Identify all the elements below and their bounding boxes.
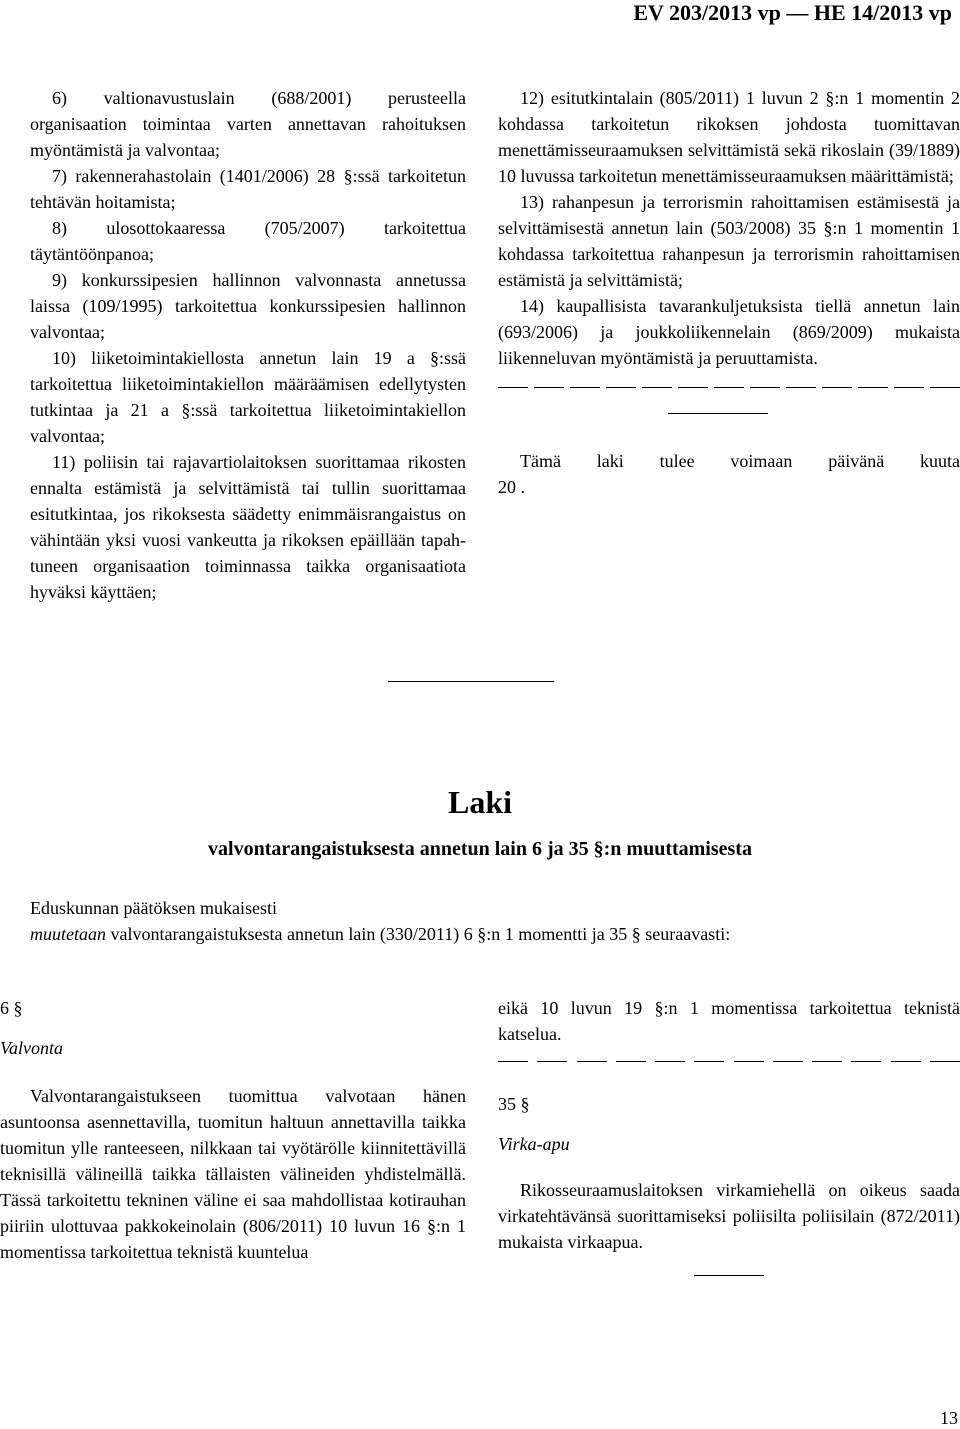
list-item: 12) esitutkintalain (805/2011) 1 luvun 2 §:n 1 momentin 2 kohdassa tarkoitetun rikoksen johdosta tuomittavan menettämisseuraamuksen selvittämistä sekä rikoslain (39/1889) 10 luvussa tarkoitetun menettämisseuraamuksen määrittämistä;	[498, 88, 960, 186]
left-column-top	[30, 85, 466, 605]
section-number: 6 §	[0, 998, 23, 1018]
act-divider-rule	[388, 681, 554, 682]
law-title: Laki	[447, 784, 513, 820]
intro-verb: muutetaan	[30, 924, 106, 944]
list-item: 13) rahanpesun ja terrorismin rahoittamisen estämisestä ja selvittämisestä annetun lain (503/2008) 35 §:n 1 momentin 1 kohdassa tarkoitettua rahanpesun ja terrorismin rahoittamisen estämistä ja selvittämistä;	[498, 192, 960, 290]
intro-line-2	[30, 921, 960, 947]
effective-date-line	[498, 448, 960, 474]
section-text: Rikosseuraamuslaitoksen virkamiehellä on oikeus saada virkatehtävänsä suorittamiseksi poliisilta poliisilain (872/2011) mukaista virkaapua.	[498, 1180, 960, 1252]
law-subtitle: valvontarangaistuksesta annetun lain 6 ja 35 §:n muuttamisesta	[208, 838, 752, 860]
section-6	[0, 995, 466, 1265]
section-rule	[694, 1275, 764, 1276]
list-item: 8) ulosottokaaressa (705/2007) tarkoitettua täytäntöönpanoa;	[30, 218, 466, 264]
effective-date-text: Tämä laki tulee voimaan päivänä kuuta	[520, 451, 960, 471]
list-item: 11) poliisin tai rajavartiolaitoksen suorittamaa rikosten ennalta estämistä ja selvittämistä tai tullin suorittamaa esitutkintaa, jos rikoksesta säädetty enimmäisrangaistus on vähintään yksi vuosi vankeutta ja rikoksen epäillään tapahtuneen organisaation toiminnassa taikka organisaatiota hyväksi käyttäen;	[30, 452, 466, 602]
law-intro	[30, 895, 960, 947]
list-item: 14) kaupallisista tavarankuljetuksista tiellä annetun lain (693/2006) ja joukkoliikennelain (869/2009) mukaista liikenneluvan myöntämistä ja peruuttamista.	[498, 296, 960, 368]
list-item: 6) valtionavustuslain (688/2001) perusteella organisaation toimintaa varten annettavan rahoituksen myöntämistä ja valvontaa;	[30, 88, 466, 160]
section-text: Valvontarangaistukseen tuomittua valvotaan hänen asuntoonsa asennettavilla, tuomitun haltuun annettavilla taikka tuomitun ylle ranteeseen, nilkkaan tai vyötärölle kiinnitettävillä teknisillä välineillä taikka tällaisten välineiden yhdistelmällä. Tässä tarkoitettu tekninen väline ei saa mahdollistaa kotirauhan piiriin ulottuvaa pakkokeinolain (806/2011) 10 luvun 16 §:n 1 momentissa tarkoitettua teknistä kuuntelua	[0, 1086, 466, 1262]
list-item: 9) konkurssipesien hallinnon valvonnasta annetussa laissa (109/1995) tarkoitettua konkurssipesien hallinnon valvontaa;	[30, 270, 466, 342]
section-rule	[668, 413, 768, 414]
intro-line-1: Eduskunnan päätöksen mukaisesti	[30, 898, 277, 918]
right-column-bottom	[498, 995, 960, 1276]
running-header: EV 203/2013 vp — HE 14/2013 vp	[633, 0, 952, 25]
omission-dashes	[498, 1055, 960, 1069]
section-heading: Valvonta	[0, 1038, 63, 1058]
list-item: 10) liiketoimintakiellosta annetun lain 19 a §:ssä tarkoitettua liiketoimintakiellon määräämisen edellytysten tutkintaa ja 21 a §:ssä tarkoitettua liiketoimintakiellon valvontaa;	[30, 348, 466, 446]
section-6-continuation: eikä 10 luvun 19 §:n 1 momentissa tarkoitettua teknistä katselua.	[498, 998, 960, 1044]
intro-rest: valvontarangaistuksesta annetun lain (330/2011) 6 §:n 1 momentti ja 35 § seuraavasti:	[106, 924, 731, 944]
list-item: 7) rakennerahastolain (1401/2006) 28 §:ssä tarkoitetun tehtävän hoitamista;	[30, 166, 466, 212]
section-number: 35 §	[498, 1094, 530, 1114]
section-heading: Virka-apu	[498, 1134, 570, 1154]
omission-dashes	[498, 381, 960, 395]
page-number: 13	[940, 1408, 958, 1428]
effective-date-year: 20 .	[498, 477, 525, 497]
right-column-top	[498, 85, 960, 500]
